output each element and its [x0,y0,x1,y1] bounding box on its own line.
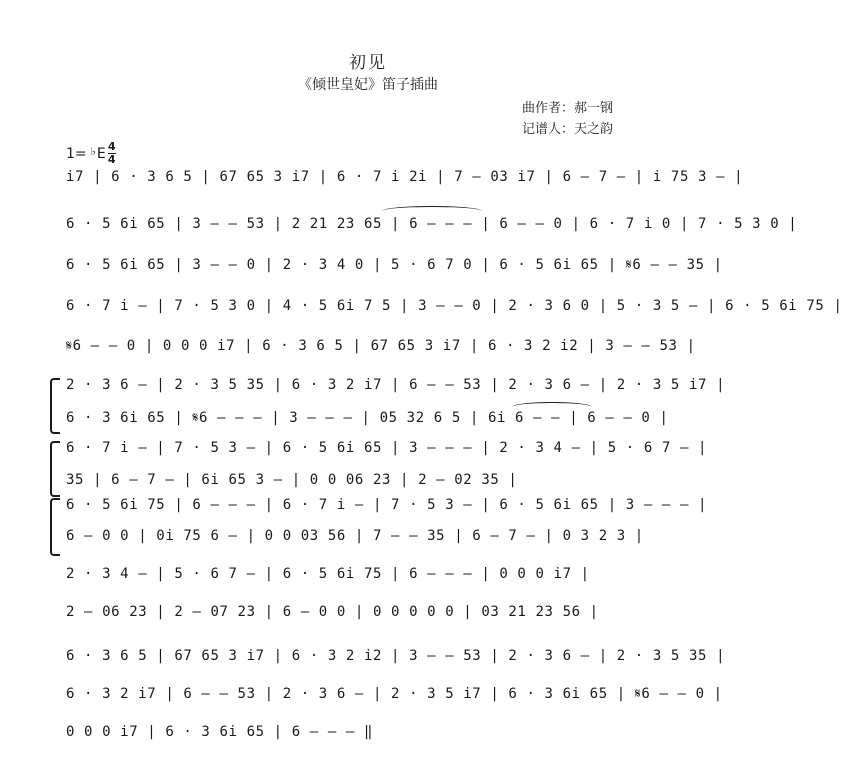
composer-credit: 曲作者：郝一钢 [522,101,614,116]
system-brace [50,378,60,434]
score-line-9: 35 | 6 – 7 – | 6i 65 3 – | 0 0 06 23 | 2 – 02 35 | [66,472,518,488]
score-line-11: 6 – 0 0 | 0i 75 6 – | 0 0 03 56 | 7 – – 35 | 6 – 7 – | 0 3 2 3 | [66,528,644,544]
score-line-13: 2 – 06 23 | 2 – 07 23 | 6 – 0 0 | 0 0 0 0 0 | 03 21 23 56 | [66,604,599,620]
score-line-1: i7 | 6 · 3 6 5 | 67 65 3 i7 | 6 · 7 i 2i | 7 – 03 i7 | 6 – 7 – | i 75 3 – | [66,169,744,185]
key-note: E [96,145,106,162]
system-brace [50,498,60,556]
score-line-15: 6 · 3 2 i7 | 6 – – 53 | 2 · 3 6 – | 2 · 3 5 i7 | 6 · 3 6i 65 | 𝄋6 – – 0 | [66,686,723,702]
transcriber-credit: 记谱人：天之韵 [522,122,614,137]
score-line-7: 6 · 3 6i 65 | 𝄋6 – – – | 3 – – – | 05 32 6 5 | 6i 6 – – | 6 – – 0 | [66,410,669,426]
score-line-10: 6 · 5 6i 75 | 6 – – – | 6 · 7 i – | 7 · 5 3 – | 6 · 5 6i 65 | 3 – – – | [66,497,708,513]
score-line-2: 6 · 5 6i 65 | 3 – – 53 | 2 21 23 65 | 6 – – – | 6 – – 0 | 6 · 7 i 0 | 7 · 5 3 0 | [66,216,798,232]
flat-symbol: ♭ [90,145,96,158]
song-subtitle: 《倾世皇妃》笛子插曲 [298,77,438,93]
song-title: 初见 [349,53,387,73]
score-line-16: 0 0 0 i7 | 6 · 3 6i 65 | 6 – – – ‖ [66,724,373,740]
score-line-14: 6 · 3 6 5 | 67 65 3 i7 | 6 · 3 2 i2 | 3 – – 53 | 2 · 3 6 – | 2 · 3 5 35 | [66,648,726,664]
system-brace [50,441,60,497]
score-line-3: 6 · 5 6i 65 | 3 – – 0 | 2 · 3 4 0 | 5 · 6 7 0 | 6 · 5 6i 65 | 𝄋6 – – 35 | [66,257,723,273]
score-line-5: 𝄋6 – – 0 | 0 0 0 i7 | 6 · 3 6 5 | 67 65 3 i7 | 6 · 3 2 i2 | 3 – – 53 | [66,338,696,354]
key-prefix: 1= [66,145,87,162]
time-signature [108,142,116,165]
score-line-8: 6 · 7 i – | 7 · 5 3 – | 6 · 5 6i 65 | 3 – – – | 2 · 3 4 – | 5 · 6 7 – | [66,440,708,456]
slur-mark [382,206,482,216]
score-line-12: 2 · 3 4 – | 5 · 6 7 – | 6 · 5 6i 75 | 6 – – – | 0 0 0 i7 | [66,566,590,582]
score-line-4: 6 · 7 i – | 7 · 5 3 0 | 4 · 5 6i 7 5 | 3 – – 0 | 2 · 3 6 0 | 5 · 3 5 – | 6 · 5 6i 75 | [66,298,842,314]
time-signature-top: 4 [107,140,116,153]
score-line-6: 2 · 3 6 – | 2 · 3 5 35 | 6 · 3 2 i7 | 6 – – 53 | 2 · 3 6 – | 2 · 3 5 i7 | [66,377,726,393]
key-signature [66,142,116,165]
time-signature-bottom: 4 [107,153,116,166]
credits-block [522,98,613,140]
